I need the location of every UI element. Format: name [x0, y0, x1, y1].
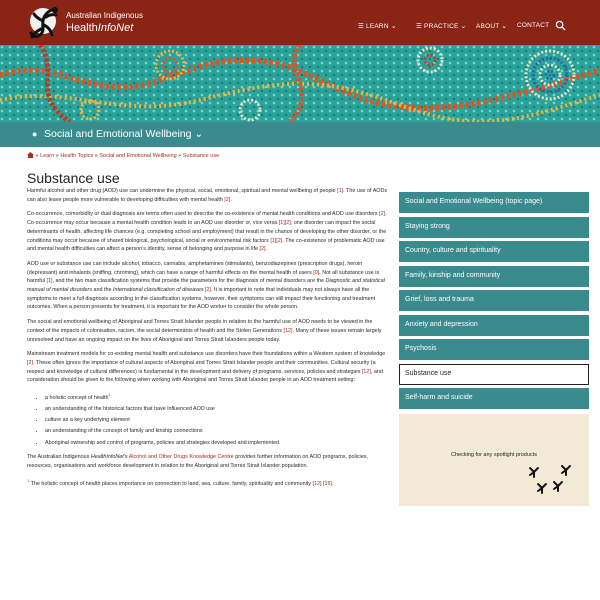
lizard-logo-icon[interactable]: [26, 5, 68, 45]
list-item: • culture as a key underlying element: [45, 416, 389, 425]
spotlight-panel: [399, 414, 589, 506]
page-title: Substance use: [27, 170, 120, 186]
citation-link[interactable]: [1][2]: [270, 237, 283, 244]
menu-icon: ☰: [416, 23, 423, 30]
sidebar-item-anxiety-depression[interactable]: Anxiety and depression: [399, 315, 589, 336]
chevron-down-icon: ⌄: [501, 23, 508, 30]
dot-painting-pattern-icon: [0, 45, 600, 122]
lizard-tracks-loading-icon: [524, 462, 572, 496]
logo-line1: Australian Indigenous: [66, 11, 143, 20]
sidebar-item-self-harm[interactable]: Self-harm and suicide: [399, 388, 589, 409]
sidebar-item-grief-loss[interactable]: Grief, loss and trauma: [399, 290, 589, 311]
sidebar-item-family-kinship[interactable]: Family, kinship and community: [399, 266, 589, 287]
breadcrumb-current[interactable]: Substance use: [182, 153, 220, 159]
aod-knowledge-centre-link[interactable]: Alcohol and Other Drugs Knowledge Centre: [128, 454, 234, 461]
paragraph-5: Mainstream treatment models for co-existing mental health and substance use disorders have their foundations within a Western system of knowledge [2]. These often ignore the importance of cultural aspects of Aboriginal and Torres Strait Islander people and their communities. Cultural security (a respect and knowledge of cultural differences) is fundamental in the development and delivery of programs, services, policies and strategies [12], and consideration should be given to the following when working with Aboriginal and Torres Strait Islander people in an AOD treatment setting:: [27, 351, 386, 384]
citation-link[interactable]: [2]: [259, 246, 266, 253]
article-body: [27, 187, 389, 494]
paragraph-1: Harmful alcohol and other drug (AOD) use can undermine the physical, social, emotional, spiritual and mental wellbeing of people [1]. The use of AODs can also leave people more vulnerable to developing difficulties with mental health [2].: [27, 188, 388, 203]
paragraph-6: The Australian Indigenous HealthInfoNet’s Alcohol and Other Drugs Knowledge Centre provides further information on AOD programs, policies, resources, organisations and workforce development in relation to the Aboriginal and Torres Strait Islander population.: [27, 454, 368, 470]
site-header: [0, 0, 600, 45]
home-icon[interactable]: [27, 152, 34, 158]
list-item: • a holistic concept of health$^1$: [45, 391, 389, 403]
paragraph-2: Co-occurrence, comorbidity or dual diagnosis are terms often used to describe the co-existence of mental health conditions and AOD use disorders [2]. Co-occurrence may occur because a mental health condition leads to an AOD use disorder or, vice versa [1][2]; one disorder can impact the social determinants of health, affecting life chances (e.g. completing school and employment) that result in the chance of developing the other disorder, or the conditions may occur because of shared biological, psychological, social or environmental risk factors [1][2]. The co-existence of problematic AOD use and mental health difficulties can affect a person’s identity, sense of belonging and purpose in life [2].: [27, 211, 387, 253]
bullet-icon: ●: [32, 129, 38, 139]
citation-link[interactable]: [12]: [312, 480, 322, 487]
sidebar-item-staying-strong[interactable]: Staying strong: [399, 217, 589, 238]
spotlight-loading-text: Checking for any spotlight products: [451, 452, 537, 458]
sidebar-item-country-culture[interactable]: Country, culture and spirituality: [399, 241, 589, 262]
nav-about[interactable]: ABOUT ⌄: [476, 23, 508, 30]
citation-link[interactable]: [9]: [313, 269, 320, 276]
citation-link[interactable]: [1][2]: [278, 220, 291, 227]
logo-line2: HealthInfoNet: [66, 22, 134, 34]
nav-contact[interactable]: CONTACT: [517, 22, 550, 29]
citation-link[interactable]: [1]: [337, 188, 344, 194]
citation-link[interactable]: [12]: [283, 327, 293, 334]
search-icon[interactable]: [555, 20, 566, 31]
sidebar-item-substance-use[interactable]: Substance use: [399, 364, 589, 385]
citation-link[interactable]: [2]: [224, 196, 231, 203]
site-logo-text[interactable]: [66, 10, 143, 34]
breadcrumb-health-topics[interactable]: Health Topics: [60, 153, 94, 159]
footnote: $^1$ The holistic concept of health places importance on connection to land, sea, culture, family, spirituality and community [12] [16].: [27, 477, 334, 487]
citation-link[interactable]: [16]: [323, 480, 332, 487]
chevron-down-icon: ⌄: [390, 23, 397, 30]
sidebar-nav: [399, 192, 589, 413]
citation-link[interactable]: [2]: [27, 359, 33, 366]
paragraph-4: The social and emotional wellbeing of Aboriginal and Torres Strait Islander people in relation to the harmful use of AOD needs to be viewed in the context of the impacts of colonisation, racism, the social determinants of health and the Stolen Generations [12]. Many of these issues remain largely unresolved and have an ongoing impact on the lives of Aboriginal and Torres Strait Islanders people today.: [27, 319, 382, 343]
citation-link[interactable]: [2]: [379, 211, 386, 218]
citation-link[interactable]: [12]: [361, 368, 371, 375]
section-title-bar[interactable]: [0, 122, 600, 147]
considerations-list: [45, 391, 389, 447]
chevron-down-icon: ⌄: [194, 128, 204, 140]
section-title[interactable]: Social and Emotional Wellbeing ⌄: [44, 128, 204, 140]
list-item: • an understanding of the historical factors that have influenced AOD use: [45, 405, 389, 414]
footnote-ref[interactable]: 1: [108, 392, 111, 398]
breadcrumb: » Learn » Health Topics » Social and Emotional Wellbeing » Substance use: [27, 152, 219, 159]
nav-practice[interactable]: ☰ PRACTICE ⌄: [416, 23, 467, 30]
sidebar-item-psychosis[interactable]: Psychosis: [399, 339, 589, 360]
menu-icon: ☰: [358, 23, 365, 30]
chevron-down-icon: ⌄: [460, 23, 467, 30]
aboriginal-art-banner: [0, 45, 600, 122]
sidebar-item-sew-topic[interactable]: Social and Emotional Wellbeing (topic page): [399, 192, 589, 213]
citation-link[interactable]: [1]: [46, 278, 53, 285]
breadcrumb-sew[interactable]: Social and Emotional Wellbeing: [99, 153, 177, 159]
breadcrumb-learn[interactable]: Learn: [40, 153, 55, 159]
citation-link[interactable]: [2]: [205, 287, 212, 294]
list-item: • an understanding of the concept of family and kinship connections: [45, 427, 389, 436]
paragraph-3: AOD use or substance use can include alcohol, tobacco, cannabis, amphetamines (stimulants), benzodiazepines (prescription drugs), heroin (depressant) and inhalants (sniffing, chroming), which can have a range of harmful effects on the mental health of users [9]. Not all substance use is harmful [1], and the two main classification systems that provide the parameters for the diagnosis of mental disorders are the Diagnostic and statistical manual of mental disorders and the International classification of diseases [2]. It is important to note that individuals may not always have all the symptoms to meet a full diagnosis according to the classification systems, however, their symptoms can still impact their functioning and treatment outcomes. When a person presents for treatment, it is important for the AOD worker to consider the whole person.: [27, 260, 385, 311]
nav-learn[interactable]: ☰ LEARN ⌄: [358, 23, 397, 30]
list-item: • Aboriginal ownership and control of programs, policies and strategies developed and implemented.: [45, 439, 389, 448]
